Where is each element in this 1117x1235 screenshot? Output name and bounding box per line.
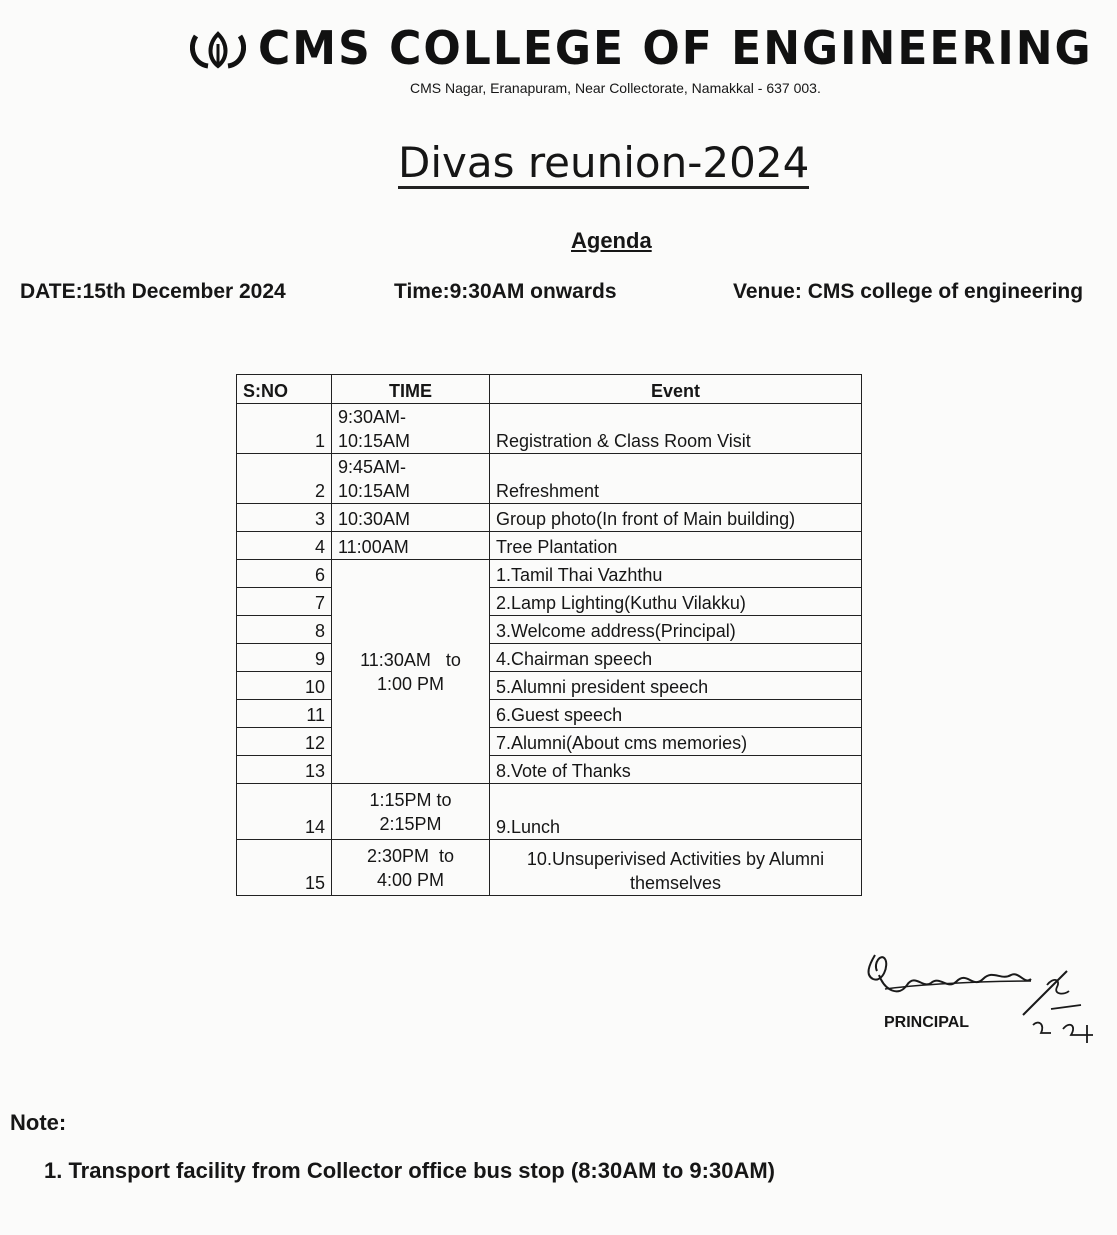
- row-sno: 3: [237, 504, 332, 532]
- table-header-row: [237, 375, 862, 404]
- row-time-start: 2:30PM to: [366, 845, 455, 866]
- row-sno: 14: [237, 784, 332, 840]
- table-row: [237, 404, 862, 454]
- row-sno: 4: [237, 532, 332, 560]
- row-time: 11:00AM: [332, 532, 490, 560]
- header-event: Event: [490, 375, 862, 404]
- row-sno: 13: [237, 756, 332, 784]
- row-event: 2.Lamp Lighting(Kuthu Vilakku): [490, 588, 862, 616]
- row-time-end: 10:15AM: [338, 481, 411, 501]
- row-event: [490, 840, 862, 896]
- row-time-start: 9:45AM-: [338, 457, 407, 477]
- row-event: 3.Welcome address(Principal): [490, 616, 862, 644]
- event-venue: Venue: CMS college of engineering: [733, 280, 1084, 303]
- table-row: [237, 756, 862, 784]
- program-time: [332, 560, 490, 784]
- row-event-line2: themselves: [629, 873, 722, 893]
- row-event: Registration & Class Room Visit: [490, 404, 862, 454]
- header-sno: S:NO: [237, 375, 332, 404]
- college-address: CMS Nagar, Eranapuram, Near Collectorate, Namakkal - 637 003.: [410, 80, 821, 96]
- row-sno: 12: [237, 728, 332, 756]
- table-row: [237, 616, 862, 644]
- row-time: 10:30AM: [332, 504, 490, 532]
- table-row: [237, 504, 862, 532]
- table-row: [237, 840, 862, 896]
- row-time: [332, 454, 490, 504]
- principal-signature: [855, 945, 1105, 1055]
- row-time: [332, 404, 490, 454]
- agenda-heading: Agenda: [571, 228, 652, 253]
- row-sno: 1: [237, 404, 332, 454]
- row-sno: 9: [237, 644, 332, 672]
- college-name: CMS COLLEGE OF ENGINEERING: [258, 22, 1093, 76]
- row-sno: 2: [237, 454, 332, 504]
- row-sno: 10: [237, 672, 332, 700]
- row-time-end: 4:00 PM: [376, 869, 445, 890]
- table-row: [237, 588, 862, 616]
- table-row: [237, 560, 862, 588]
- row-sno: 11: [237, 700, 332, 728]
- row-time: [332, 784, 490, 840]
- table-row: [237, 672, 862, 700]
- row-time-end: 2:15PM: [379, 813, 442, 834]
- header-time: TIME: [332, 375, 490, 404]
- row-event-line1: 10.Unsuperivised Activities by Alumni: [526, 849, 825, 869]
- row-event: Refreshment: [490, 454, 862, 504]
- row-event: Group photo(In front of Main building): [490, 504, 862, 532]
- row-sno: 6: [237, 560, 332, 588]
- event-title: Divas reunion-2024: [398, 138, 810, 187]
- table-row: [237, 784, 862, 840]
- event-date: DATE:15th December 2024: [20, 280, 286, 303]
- table-row: [237, 728, 862, 756]
- table-row: [237, 532, 862, 560]
- note-heading: Note:: [10, 1110, 67, 1135]
- table-row: [237, 644, 862, 672]
- row-event: 4.Chairman speech: [490, 644, 862, 672]
- principal-label: PRINCIPAL: [884, 1014, 970, 1031]
- row-event: Tree Plantation: [490, 532, 862, 560]
- row-time-start: 1:15PM to: [369, 789, 452, 810]
- row-event: 9.Lunch: [490, 784, 862, 840]
- row-event: 7.Alumni(About cms memories): [490, 728, 862, 756]
- row-time-start: 9:30AM-: [338, 407, 407, 427]
- row-sno: 8: [237, 616, 332, 644]
- row-sno: 7: [237, 588, 332, 616]
- row-event: 1.Tamil Thai Vazhthu: [490, 560, 862, 588]
- row-time-end: 10:15AM: [338, 431, 411, 451]
- college-logo-icon: [190, 30, 246, 70]
- event-start-time: Time:9:30AM onwards: [394, 280, 617, 303]
- row-event: 6.Guest speech: [490, 700, 862, 728]
- agenda-table: [236, 374, 862, 896]
- row-event: 5.Alumni president speech: [490, 672, 862, 700]
- row-time: [332, 840, 490, 896]
- table-row: [237, 454, 862, 504]
- table-row: [237, 700, 862, 728]
- row-event: 8.Vote of Thanks: [490, 756, 862, 784]
- program-time-start: 11:30AM to: [360, 649, 461, 670]
- program-time-end: 1:00 PM: [376, 673, 445, 694]
- row-sno: 15: [237, 840, 332, 896]
- note-item: 1. Transport facility from Collector office bus stop (8:30AM to 9:30AM): [44, 1158, 775, 1183]
